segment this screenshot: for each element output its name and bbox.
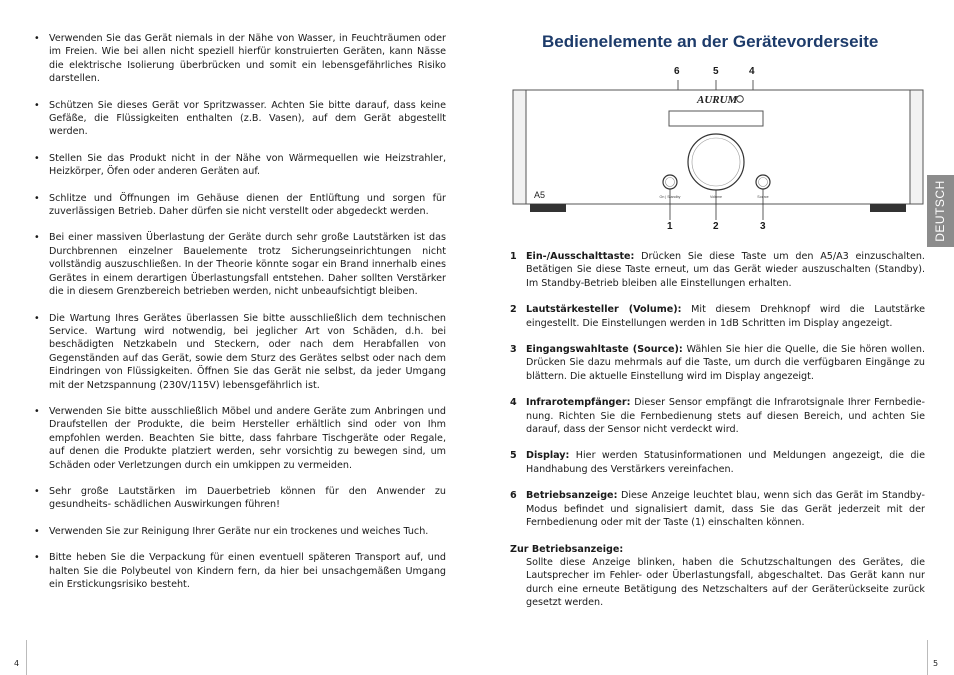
controls-description-list — [510, 250, 925, 610]
foot-right — [870, 204, 906, 212]
amplifier-front-illustration — [510, 80, 926, 220]
page-number-right: 5 — [933, 659, 939, 668]
control-item: 6 Betriebsanzeige: Diese Anzeige leuchtet blau, wenn sich das Gerät im Standby- Modus befindet und signalisiert damit, dass Sie das Gerät jederzeit mit der Fernbedienung oder mit der Taste (1) einschalten können. — [510, 490, 925, 529]
safety-bullet: • Verwenden Sie bitte ausschließlich Möbel und andere Geräte zum Anbringen und Draufstellen der Produkte, die beim Hersteller erhältlich sind oder von Ihm empfohlen werden. Beachten Sie bitte, dass fahrbare Tischgeräte oder Regale, auf denen die Produkte platziert werden, sehr vorsichtig zu bewegen sind, um Schäden oder Verletzungen durch ein umkippen zu vermeiden. — [34, 405, 446, 471]
control-item: 3 Eingangswahltaste (Source): Wählen Sie hier die Quelle, die Sie hören wollen. Drücken Sie dazu mehrmals auf die Taste, um durch die verfügbaren Eingänge zu blättern. Die aktuelle Einstellung wird im Display angezeigt. — [510, 344, 925, 382]
control-item: 1 Ein-/Ausschalttaste: Drücken Sie diese Taste um den A5/A3 einzuschalten. Betätigen Sie diese Taste erneut, um das Gerät wieder auszuschalten (Standby). Im Standby-Betrieb bleiben alle Einstellungen erhalten. — [510, 251, 925, 289]
side-panel-left — [513, 90, 526, 204]
display-window — [669, 111, 763, 126]
callout-1: 1 — [667, 221, 673, 232]
safety-bullet: • Schlitze und Öffnungen im Gehäuse dienen der Entlüftung und sorgen für zuverlässigen Betrieb. Daher dürfen sie nicht verstellt oder abgedeckt werden. — [34, 192, 446, 218]
language-tab-label: DEUTSCH — [933, 180, 947, 242]
model-label: A5 — [534, 190, 546, 200]
control-item: 5 Display: Hier werden Statusinformationen und Meldungen angezeigt, die die Handhabung des Verstärkers vereinfachen. — [510, 450, 925, 475]
callout-6: 6 — [674, 66, 680, 77]
page-edge-line — [927, 640, 928, 675]
foot-left — [530, 204, 566, 212]
sub-heading: Zur Betriebsanzeige: — [510, 543, 624, 555]
page-title: Bedienelemente an der Gerätevorderseite — [542, 32, 879, 51]
brand-logo: AURUM — [697, 94, 738, 106]
safety-bullet: • Bei einer massiven Überlastung der Geräte durch sehr große Lautstärken ist das Durchbrennen einzelner Bauelemente trotz Sicherungseinrichtungen nicht vollständig auszuschließen. In der Theorie könnte sogar ein Brand innerhalb eines Gerätes in einem derartigen Überlastungsfall entstehen. Daher sollten Verstärker die in diesem Grenzbereich betrieben werden, nicht unbeaufsichtigt bleiben. — [34, 232, 446, 298]
side-panel-right — [910, 90, 923, 204]
safety-bullet: • Verwenden Sie zur Reinigung Ihrer Geräte nur ein trockenes und weiches Tuch. — [34, 525, 429, 537]
source-button-inner — [759, 178, 768, 187]
volume-knob-label: Volume — [710, 195, 722, 199]
callout-2: 2 — [713, 221, 719, 232]
left-column — [34, 32, 446, 591]
control-item: 4 Infrarotempfänger: Dieser Sensor empfängt die Infrarotsignale Ihrer Fernbedie- nung. Richten Sie die Fernbedienung stets auf diesen Bereich, und achten Sie darauf, dass der Sensor nicht verdeckt wird. — [510, 397, 925, 436]
sub-text: Sollte diese Anzeige blinken, haben die Schutzschaltungen des Gerätes, die Lautsprecher im Fehler- oder Überlastungsfall, abgeschaltet. Das Gerät kann nur durch eine erneute Betätigung des Netzschalters auf der Geräterückseite zurück gesetzt werden. — [526, 556, 925, 609]
safety-bullet: • Schützen Sie dieses Gerät vor Spritzwasser. Achten Sie bitte darauf, dass keine Gefäße, die Flüssigkeiten enthalten (z.B. Vasen), auf dem Gerät abgestellt werden. — [34, 99, 446, 138]
safety-bullet: • Verwenden Sie das Gerät niemals in der Nähe von Wasser, in Feuchträumen oder im Freien. Wie bei allen nicht speziell hierfür konstruierten Geräten, kann Nässe die elektrische Isolierung überbrücken und somit ein lebensgefährliches Risiko darstellen. — [34, 33, 446, 85]
page-edge-line — [26, 640, 27, 675]
control-item: 2 Lautstärkesteller (Volume): Mit diesem Drehknopf wird die Lautstärke eingestellt. Die Einstellungen werden in 1dB Schritten im Display angezeigt. — [510, 304, 925, 329]
callout-4: 4 — [749, 66, 755, 77]
safety-bullet: • Stellen Sie das Produkt nicht in der Nähe von Wärmequellen wie Heizstrahler, Heizkörper, Öfen oder anderen Geräten auf. — [34, 152, 446, 178]
volume-knob-inner — [692, 138, 740, 186]
callout-3: 3 — [760, 221, 766, 232]
safety-bullet: • Sehr große Lautstärken im Dauerbetrieb können für den Anwender zu gesundheits- schädlichen Auswirkungen führen! — [34, 485, 446, 511]
safety-bullet: • Bitte heben Sie die Verpackung für einen eventuell späteren Transport auf, und halten Sie die Polybeutel von Kindern fern, da hier bei unsachgemäßen Umgang ein Erstickungsrisiko besteht. — [34, 552, 446, 590]
standby-button-inner — [666, 178, 675, 187]
standby-button-label: On | Standby — [659, 195, 681, 199]
language-tab — [927, 175, 954, 247]
callout-5: 5 — [713, 66, 719, 77]
safety-bullet: • Die Wartung Ihres Gerätes überlassen Sie bitte ausschließlich dem technischen Service. Wartung wird notwendig, bei jeglicher Art von Schäden, d.h. bei beschädigten Netzkabeln und Steckern, oder nach dem Herabfallen von Gegenständen auf das Gerät, sowie dem Sturz des Gerätes selbst oder nach dem Eindringen von Flüssigkeiten. Öffnen Sie das Gerät nie selbst, da jeder Umgang mit der Netzspannung (230V/115V) lebensgefährlich ist. — [34, 312, 446, 391]
source-button-label: Source — [757, 195, 769, 199]
page-number-left: 4 — [14, 659, 20, 668]
